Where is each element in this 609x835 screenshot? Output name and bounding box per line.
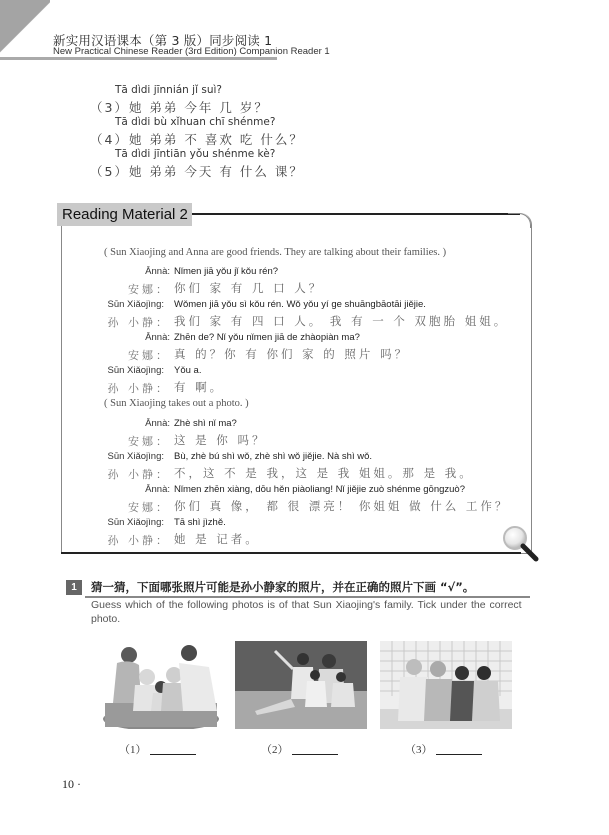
speaker-pinyin: Ānnà:	[145, 418, 170, 429]
speaker-hanzi: 安娜：	[128, 349, 170, 362]
reading-intro-2: ( Sun Xiaojing takes out a photo. )	[104, 398, 249, 409]
speaker-pinyin: Sūn Xiǎojìng:	[107, 517, 164, 528]
speaker-pinyin: Sūn Xiǎojìng:	[107, 451, 164, 462]
magnifier-icon	[500, 523, 542, 570]
speaker-hanzi: 孙 小静：	[107, 316, 170, 329]
book-title-cn: 新实用汉语课本（第 3 版）同步阅读 1	[53, 33, 273, 48]
speaker-hanzi: 孙 小静：	[107, 468, 170, 481]
speaker-pinyin: Ānnà:	[145, 266, 170, 277]
question-pinyin: Tā dìdi jīntiān yǒu shénme kè?	[115, 148, 276, 160]
line-hanzi: 有 啊。	[174, 380, 225, 394]
line-pinyin: Tā shì jìzhě.	[174, 517, 226, 528]
question-3	[90, 84, 269, 116]
reading-material-top-rule	[185, 213, 520, 215]
answer-blank[interactable]	[436, 744, 482, 755]
exercise-instruction-cn: 猜一猜，下面哪张照片可能是孙小静家的照片，并在正确的照片下画 “√”。	[91, 580, 475, 594]
line-hanzi: 你们 家 有 几 口 人？	[174, 281, 324, 295]
header-decoration	[0, 0, 50, 58]
header-divider	[0, 57, 277, 60]
line-hanzi: 我们 家 有 四 口 人。 我 有 一 个 双胞胎 姐姐。	[174, 314, 509, 328]
question-hanzi: 她 弟弟 今天 有 什么 课？	[128, 164, 304, 179]
line-pinyin: Zhēn de? Nǐ yǒu nǐmen jiā de zhàopiàn ma?	[174, 332, 360, 343]
line-hanzi: 真 的？你 有 你们 家 的 照片 吗？	[174, 347, 410, 361]
photo-2-answer	[261, 741, 338, 757]
family-photo-3	[380, 641, 512, 729]
question-4	[90, 116, 304, 148]
line-hanzi: 不，这 不 是 我，这 是 我 姐姐。那 是 我。	[174, 466, 474, 480]
question-pinyin: Tā dìdi bù xǐhuan chī shénme?	[115, 116, 276, 128]
exercise-number: 1	[66, 580, 82, 595]
speaker-pinyin: Ānnà:	[145, 484, 170, 495]
speaker-pinyin: Sūn Xiǎojìng:	[107, 299, 164, 310]
speaker-hanzi: 孙 小静：	[107, 534, 170, 547]
line-pinyin: Nǐmen zhēn xiàng, dōu hěn piàoliang! Nǐ jiějie zuò shénme gōngzuò?	[174, 484, 465, 495]
answer-blank[interactable]	[150, 744, 196, 755]
question-hanzi: 她 弟弟 今年 几 岁？	[128, 100, 269, 115]
photo-label: （2）	[261, 744, 289, 756]
photo-3-answer	[405, 741, 482, 757]
family-photo-1	[99, 641, 221, 729]
photo-label: （3）	[405, 744, 433, 756]
line-hanzi: 她 是 记者。	[174, 532, 260, 546]
speaker-pinyin: Sūn Xiǎojìng:	[107, 365, 164, 376]
question-pinyin: Tā dìdi jīnnián jǐ suì?	[115, 84, 222, 96]
line-pinyin: Zhè shì nǐ ma?	[174, 418, 237, 429]
reading-material-title: Reading Material 2	[57, 203, 192, 226]
photo-1-answer	[119, 741, 196, 757]
question-number: （4）	[90, 132, 129, 147]
line-pinyin: Nǐmen jiā yǒu jǐ kǒu rén?	[174, 266, 279, 277]
photo-label: （1）	[119, 744, 147, 756]
book-title-en: New Practical Chinese Reader (3rd Edition) Companion Reader 1	[53, 46, 330, 57]
exercise-instruction-en: Guess which of the following photos is of that Sun Xiaojing's family. Tick under the correct photo.	[91, 599, 522, 625]
answer-blank[interactable]	[292, 744, 338, 755]
reading-material-bottom-rule	[61, 552, 521, 554]
line-hanzi: 这 是 你 吗？	[174, 433, 267, 447]
reading-intro: ( Sun Xiaojing and Anna are good friends. They are talking about their families. )	[104, 247, 447, 258]
line-pinyin: Wǒmen jiā yǒu sì kǒu rén. Wǒ yǒu yí ge shuāngbāotāi jiějie.	[174, 299, 426, 310]
speaker-hanzi: 孙 小静：	[107, 382, 170, 395]
question-5	[90, 148, 304, 180]
family-photo-2	[235, 641, 367, 729]
speaker-hanzi: 安娜：	[128, 501, 170, 514]
question-hanzi: 她 弟弟 不 喜欢 吃 什么？	[128, 132, 304, 147]
line-pinyin: Yǒu a.	[174, 365, 202, 376]
page-number: 10 ·	[62, 777, 81, 791]
speaker-hanzi: 安娜：	[128, 283, 170, 296]
line-pinyin: Bù, zhè bú shì wǒ, zhè shì wǒ jiějie. Nà shì wǒ.	[174, 451, 373, 462]
speaker-hanzi: 安娜：	[128, 435, 170, 448]
speaker-pinyin: Ānnà:	[145, 332, 170, 343]
question-number: （3）	[90, 100, 129, 115]
line-hanzi: 你们 真 像， 都 很 漂亮！ 你姐姐 做 什么 工作？	[174, 499, 510, 513]
question-number: （5）	[90, 164, 129, 179]
